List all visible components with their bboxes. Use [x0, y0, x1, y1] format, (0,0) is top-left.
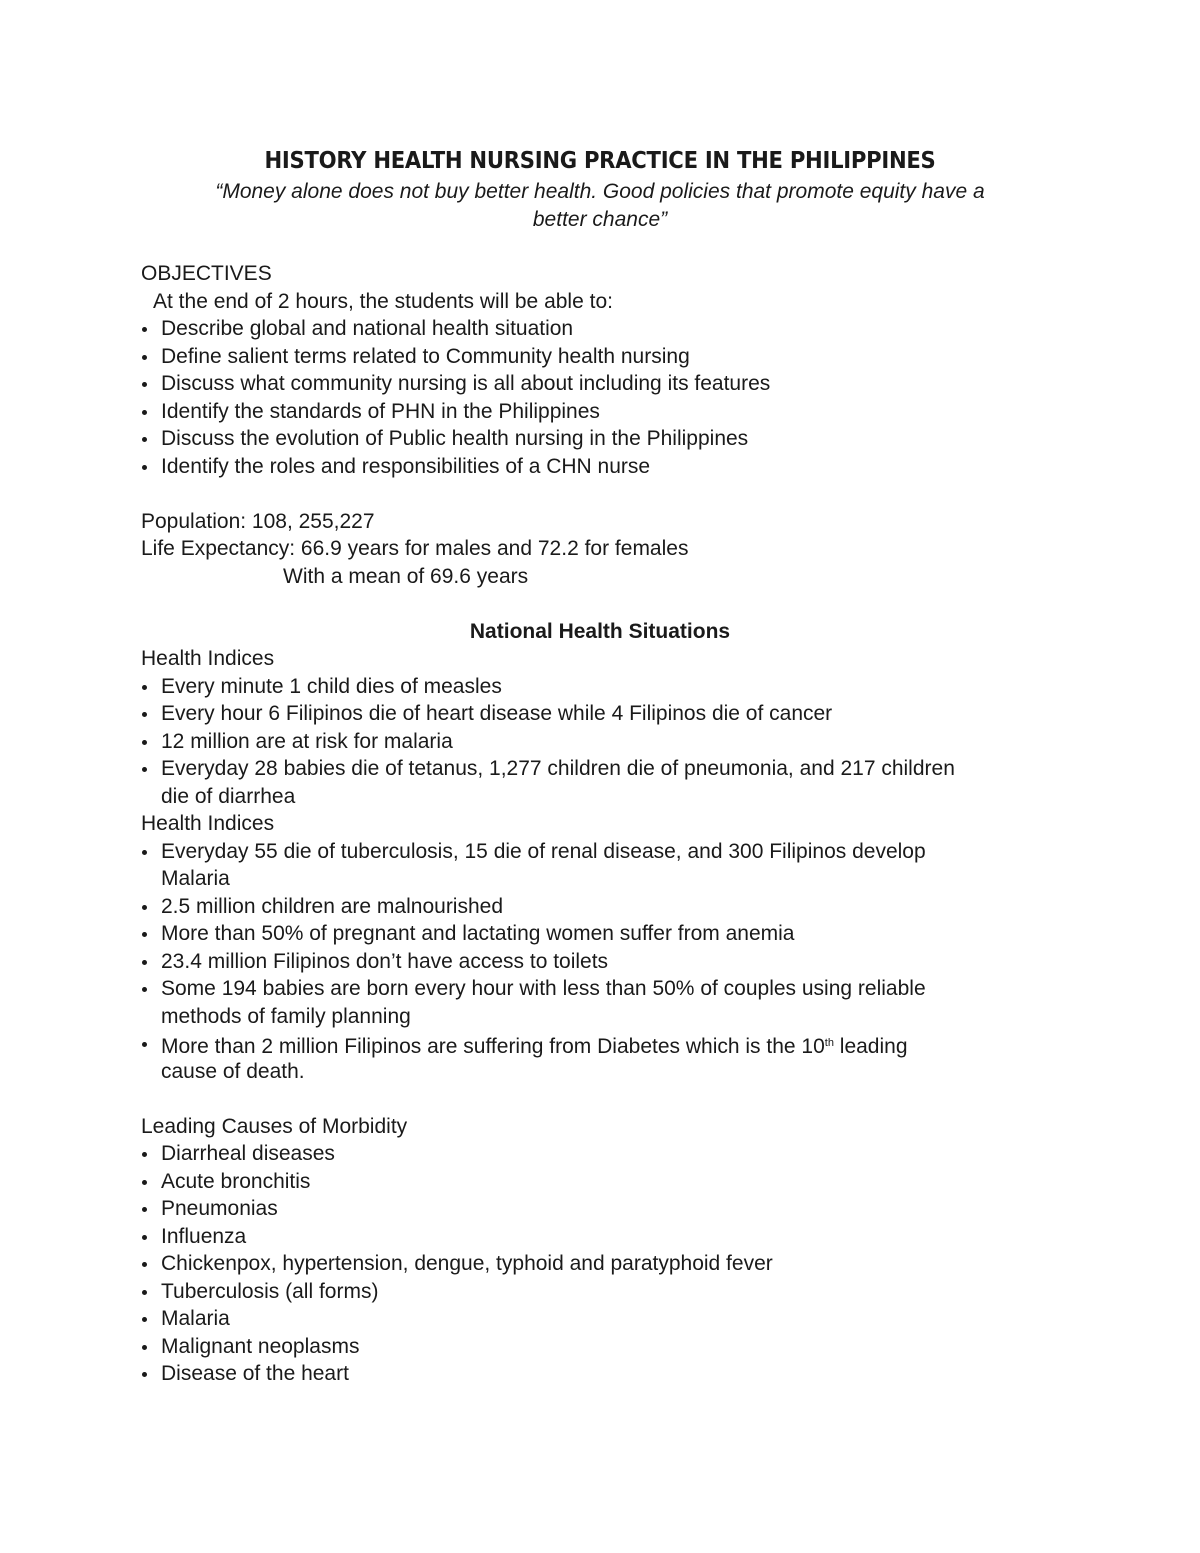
- bullet-icon: [142, 1372, 147, 1377]
- national-health-heading: National Health Situations: [469, 619, 731, 643]
- list-item: 23.4 million Filipinos don’t have access to toilets: [141, 948, 1081, 976]
- list-item: Every minute 1 child dies of measles: [141, 673, 1081, 701]
- bullet-icon: [142, 932, 147, 937]
- bullet-icon: [142, 1235, 147, 1240]
- bullet-icon: [142, 410, 147, 415]
- quote-line-2: better chance”: [532, 208, 668, 231]
- list-item: Chickenpox, hypertension, dengue, typhoid and paratyphoid fever: [141, 1250, 1081, 1278]
- bullet-icon: [142, 355, 147, 360]
- list-item: Discuss the evolution of Public health nursing in the Philippines: [141, 425, 1081, 453]
- bullet-icon: [142, 767, 147, 772]
- bullet-icon: [142, 1262, 147, 1267]
- bullet-icon: [142, 960, 147, 965]
- health-indices-list-2: [141, 838, 1081, 1086]
- list-item: Every hour 6 Filipinos die of heart disease while 4 Filipinos die of cancer: [141, 700, 1081, 728]
- spacer: [141, 1085, 1081, 1113]
- bullet-icon: [142, 327, 147, 332]
- list-item: Malignant neoplasms: [141, 1333, 1081, 1361]
- bullet-icon: [142, 465, 147, 470]
- list-item: Influenza: [141, 1223, 1081, 1251]
- list-item: Define salient terms related to Community health nursing: [141, 343, 1081, 371]
- list-item: Everyday 55 die of tuberculosis, 15 die of renal disease, and 300 Filipinos develop Malaria: [141, 838, 1081, 893]
- bullet-icon: [142, 382, 147, 387]
- list-item: Everyday 28 babies die of tetanus, 1,277 children die of pneumonia, and 217 children die of diarrhea: [141, 755, 1081, 810]
- health-indices-label: Health Indices: [141, 812, 275, 835]
- list-item: 12 million are at risk for malaria: [141, 728, 1081, 756]
- bullet-icon: [142, 1207, 147, 1212]
- list-item: Diarrheal diseases: [141, 1140, 1081, 1168]
- bullet-icon: [142, 1317, 147, 1322]
- morbidity-heading: Leading Causes of Morbidity: [141, 1114, 408, 1138]
- list-item: Acute bronchitis: [141, 1168, 1081, 1196]
- list-item: Disease of the heart: [141, 1360, 1081, 1388]
- list-item: Identify the roles and responsibilities of a CHN nurse: [141, 453, 1081, 481]
- list-item: Pneumonias: [141, 1195, 1081, 1223]
- list-item: More than 50% of pregnant and lactating women suffer from anemia: [141, 920, 1081, 948]
- list-item: 2.5 million children are malnourished: [141, 893, 1081, 921]
- list-item: Describe global and national health situation: [141, 315, 1081, 343]
- objectives-intro: At the end of 2 hours, the students will be able to:: [153, 289, 613, 313]
- document-body: [141, 260, 1081, 1388]
- objectives-list: [141, 315, 1081, 480]
- list-item: More than 2 million Filipinos are suffering from Diabetes which is the 10th leading cause of death.: [141, 1030, 1081, 1085]
- quote-line-1: “Money alone does not buy better health. Good policies that promote equity have a: [215, 180, 985, 203]
- population-text: Population: 108, 255,227: [141, 509, 375, 533]
- list-item: Some 194 babies are born every hour with less than 50% of couples using reliable methods of family planning: [141, 975, 1081, 1030]
- bullet-icon: [142, 987, 147, 992]
- bullet-icon: [142, 685, 147, 690]
- document-title: HISTORY HEALTH NURSING PRACTICE IN THE PHILIPPINES: [264, 148, 936, 174]
- list-item: Malaria: [141, 1305, 1081, 1333]
- health-indices-list-1: [141, 673, 1081, 811]
- list-item: Identify the standards of PHN in the Philippines: [141, 398, 1081, 426]
- health-indices-label: Health Indices: [141, 647, 275, 670]
- bullet-icon: [142, 1042, 147, 1047]
- bullet-icon: [142, 740, 147, 745]
- bullet-icon: [142, 712, 147, 717]
- list-item: Tuberculosis (all forms): [141, 1278, 1081, 1306]
- morbidity-list: [141, 1140, 1081, 1388]
- bullet-icon: [142, 1180, 147, 1185]
- bullet-icon: [142, 437, 147, 442]
- objectives-heading: OBJECTIVES: [141, 262, 272, 285]
- spacer: [141, 480, 1081, 508]
- epigraph-quote: [150, 178, 1050, 234]
- bullet-icon: [142, 850, 147, 855]
- bullet-icon: [142, 1152, 147, 1157]
- bullet-icon: [142, 1290, 147, 1295]
- bullet-icon: [142, 1345, 147, 1350]
- spacer: [141, 590, 1081, 618]
- life-expectancy-text: Life Expectancy: 66.9 years for males and 72.2 for females: [141, 537, 689, 560]
- bullet-icon: [142, 905, 147, 910]
- list-item: Discuss what community nursing is all about including its features: [141, 370, 1081, 398]
- mean-life-expectancy-text: With a mean of 69.6 years: [283, 564, 529, 588]
